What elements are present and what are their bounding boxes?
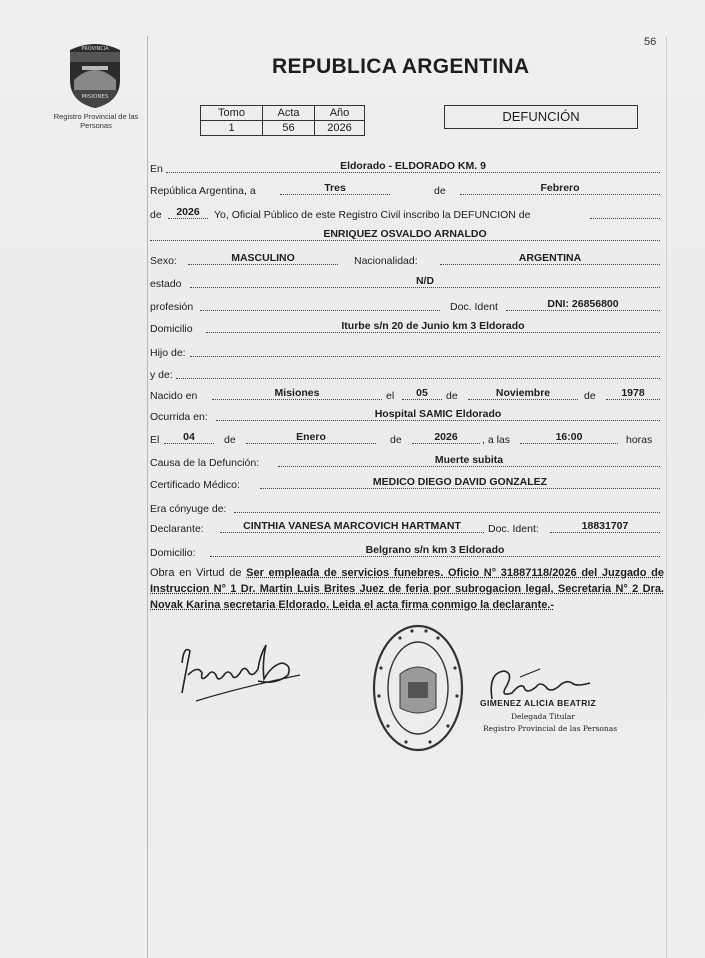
ocurrida-value: Hospital SAMIC Eldorado — [374, 408, 502, 420]
sexo-label: Sexo: — [150, 255, 177, 267]
row-year — [150, 206, 662, 221]
de-label-2: de — [150, 209, 162, 221]
acta-value: 56 — [263, 121, 315, 136]
nacionalidad-value: ARGENTINA — [518, 252, 582, 264]
death-hour: 16:00 — [555, 431, 583, 443]
y-de-label: y de: — [150, 369, 173, 381]
declarante-value: CINTHIA VANESA MARCOVICH HARTMANT — [243, 520, 461, 532]
acta-header: Acta — [263, 106, 315, 121]
conyuge-label: Era cónyuge de: — [150, 503, 227, 515]
row-profesion — [150, 298, 662, 313]
causa-label: Causa de la Defunción: — [150, 457, 260, 469]
en-label: En — [150, 163, 163, 175]
sexo-value: MASCULINO — [231, 252, 295, 264]
birth-year: 1978 — [621, 387, 645, 399]
ocurrida-label: Ocurrida en: — [150, 411, 208, 423]
day-word: Tres — [324, 182, 346, 194]
margin-line — [147, 36, 148, 958]
signer-name: GIMENEZ ALICIA BEATRIZ — [480, 698, 597, 708]
signer-role: Delegada Titular — [511, 712, 575, 721]
obra-prefix: Obra en Virtud de — [150, 567, 242, 579]
de-label-5: de — [224, 434, 236, 446]
record-type: DEFUNCIÓN — [444, 105, 638, 129]
causa-value: Muerte subita — [434, 454, 504, 466]
svg-text:PROVINCIA: PROVINCIA — [81, 46, 109, 52]
tomo-value: 1 — [201, 121, 263, 136]
month-value: Febrero — [540, 182, 580, 194]
oficial-text: Yo, Oficial Público de este Registro Civil inscribo la DEFUNCION de — [214, 209, 531, 221]
republica-label: República Argentina, a — [150, 185, 256, 197]
declarante-label: Declarante: — [150, 523, 204, 535]
de-label: de — [434, 185, 446, 197]
official-seal-icon — [370, 622, 466, 754]
svg-text:MISIONES: MISIONES — [81, 94, 109, 100]
en-value: Eldorado - ELDORADO KM. 9 — [340, 160, 486, 172]
row-fecha-defuncion — [150, 431, 662, 446]
de-label-6: de — [390, 434, 402, 446]
de-label-4: de — [584, 390, 596, 402]
death-day: 04 — [183, 431, 195, 443]
birth-month: Noviembre — [495, 387, 551, 399]
row-declarante — [150, 520, 662, 535]
anio-value: 2026 — [315, 121, 365, 136]
death-month: Enero — [296, 431, 326, 443]
row-conyuge — [150, 500, 662, 515]
row-republica — [150, 182, 662, 197]
signer-office: Registro Provincial de las Personas — [483, 724, 618, 733]
obra-text: Ser empleada de servicios funebres. Oficio N° 31887118/2026 del Juzgado de Instruccion N° 1 Dr. Martin Luis Brites Juez de feria por subrogacion legal, Secretaria N° 2 Dra. Novak Karina secretaria Eldorado. Leida el acta firma conmigo la declarante.- — [150, 567, 664, 611]
deceased-name: ENRIQUEZ OSVALDO ARNALDO — [323, 228, 487, 240]
year-value: 2026 — [176, 206, 200, 218]
el-cap-label: El — [150, 434, 160, 446]
row-y-de — [150, 366, 662, 381]
reference-table — [200, 105, 365, 136]
row-domicilio — [150, 320, 662, 335]
certificado-label: Certificado Médico: — [150, 479, 240, 491]
tomo-header: Tomo — [201, 106, 263, 121]
certificado-value: MEDICO DIEGO DAVID GONZALEZ — [372, 476, 548, 488]
province-emblem-icon — [62, 40, 128, 110]
row-hijo — [150, 344, 662, 359]
estado-label: estado — [150, 278, 182, 290]
hijo-label: Hijo de: — [150, 347, 186, 359]
birth-day: 05 — [416, 387, 428, 399]
el-label: el — [386, 390, 395, 402]
row-domicilio2 — [150, 544, 662, 559]
profesion-label: profesión — [150, 301, 194, 313]
estado-value: N/D — [415, 275, 435, 287]
nacido-label: Nacido en — [150, 390, 198, 402]
dni-value: DNI: 26856800 — [547, 298, 619, 310]
domicilio-label: Domicilio — [150, 323, 193, 335]
registry-name: Registro Provincial de las Personas — [53, 112, 139, 130]
a-las-label: , a las — [482, 434, 511, 446]
row-en — [150, 160, 662, 175]
declarante-signature-icon — [172, 635, 312, 715]
death-year: 2026 — [434, 431, 458, 443]
obra-paragraph — [150, 565, 664, 613]
domicilio-value: Iturbe s/n 20 de Junio km 3 Eldorado — [341, 320, 525, 332]
margin-line-right — [666, 36, 667, 958]
declarante-doc: 18831707 — [581, 520, 629, 532]
horas-label: horas — [626, 434, 653, 446]
page-number: 56 — [644, 36, 657, 48]
row-sexo — [150, 252, 662, 267]
domicilio2-value: Belgrano s/n km 3 Eldorado — [365, 544, 505, 556]
row-estado — [150, 275, 662, 290]
row-name — [150, 228, 662, 243]
row-ocurrida — [150, 408, 662, 423]
document-title: REPUBLICA ARGENTINA — [272, 55, 530, 78]
de-label-3: de — [446, 390, 458, 402]
anio-header: Año — [315, 106, 365, 121]
row-causa — [150, 454, 662, 469]
nacido-en-value: Misiones — [274, 387, 320, 399]
doc-ident-label: Doc. Ident — [450, 301, 498, 313]
row-nacido — [150, 387, 662, 402]
row-certificado — [150, 476, 662, 491]
doc-ident2-label: Doc. Ident: — [488, 523, 539, 535]
nacionalidad-label: Nacionalidad: — [354, 255, 418, 267]
domicilio2-label: Domicilio: — [150, 547, 196, 559]
